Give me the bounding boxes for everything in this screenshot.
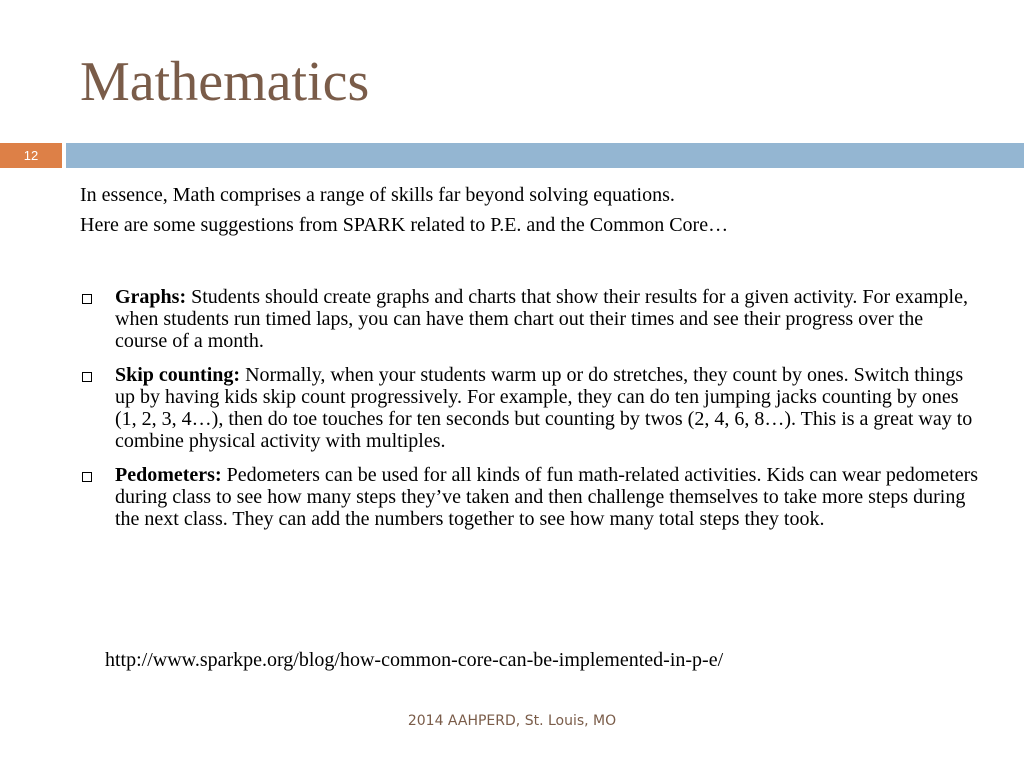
bullet-term: Skip counting: (115, 364, 241, 386)
bullet-term: Graphs: (115, 286, 187, 308)
bullet-item-skip-counting (80, 364, 980, 452)
square-bullet-icon (82, 294, 92, 304)
accent-bar (66, 143, 1024, 168)
bullet-item-graphs (80, 286, 980, 352)
bullet-item-pedometers (80, 464, 980, 530)
slide-title: Mathematics (80, 51, 370, 113)
intro-text (80, 182, 1000, 242)
slide-number: 12 (0, 143, 62, 168)
intro-line: In essence, Math comprises a range of skills far beyond solving equations. (80, 184, 675, 206)
square-bullet-icon (82, 472, 92, 482)
bullet-text: Students should create graphs and charts that show their results for a given activity. For example, when students run timed laps, you can have them chart out their times and see their progress over the course of a month. (115, 286, 968, 352)
source-link[interactable]: http://www.sparkpe.org/blog/how-common-core-can-be-implemented-in-p-e/ (105, 649, 724, 671)
bullet-term: Pedometers: (115, 464, 222, 486)
bullet-text: Pedometers can be used for all kinds of fun math-related activities. Kids can wear pedometers during class to see how many steps they’ve taken and then challenge themselves to take more steps during the next class. They can add the numbers together to see how many total steps they took. (115, 464, 979, 530)
bullet-text: Normally, when your students warm up or do stretches, they count by ones. Switch things up by having kids skip count progressively. For example, they can do ten jumping jacks counting by ones (1, 2, 3, 4…), then do toe touches for ten seconds but counting by twos (2, 4, 6, 8…). This is a great way to combine physical activity with multiples. (115, 364, 973, 452)
intro-line: Here are some suggestions from SPARK related to P.E. and the Common Core… (80, 214, 729, 236)
square-bullet-icon (82, 372, 92, 382)
slide-footer: 2014 AAHPERD, St. Louis, MO (407, 713, 617, 729)
bullet-list (80, 286, 980, 542)
